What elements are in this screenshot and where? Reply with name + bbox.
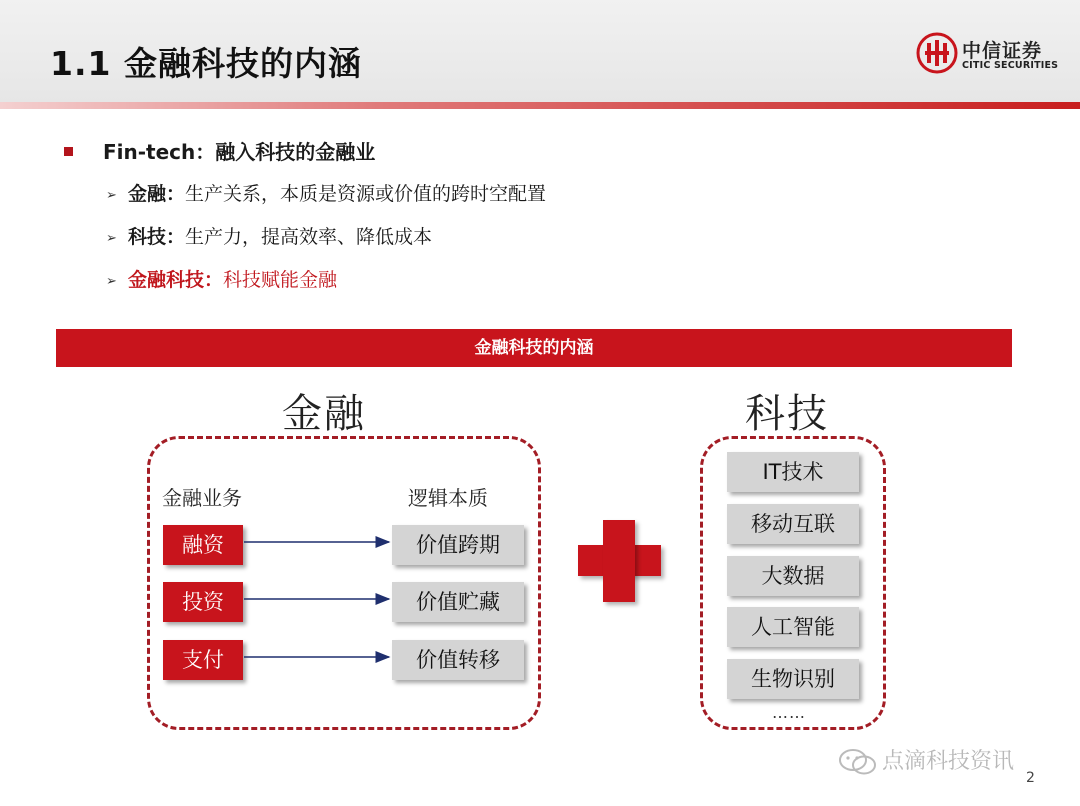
square-bullet-icon (64, 147, 73, 156)
logo-name: 中信证券 (962, 40, 1043, 62)
business-item: 投资 (163, 582, 243, 622)
sub-bullet-finance (106, 179, 546, 206)
tech-more-ellipsis: …… (772, 703, 806, 722)
tech-item: 人工智能 (727, 607, 859, 647)
sub-bullet-text: 生产力，提高效率、降低成本 (185, 226, 433, 248)
page-title: 1.1 金融科技的内涵 (50, 44, 362, 83)
sub-bullet-tech (106, 222, 432, 249)
tech-item: 移动互联 (727, 504, 859, 544)
business-column-header: 金融业务 (162, 486, 242, 510)
page-number: 2 (1026, 770, 1035, 786)
wechat-icon (838, 747, 878, 777)
arrow-bullet-icon: ➢ (106, 187, 117, 203)
citic-emblem-icon (916, 32, 958, 74)
business-item: 融资 (163, 525, 243, 565)
essence-column-header: 逻辑本质 (408, 486, 488, 510)
finance-heading: 金融 (282, 391, 366, 437)
essence-item: 价值转移 (392, 640, 524, 680)
essence-item: 价值跨期 (392, 525, 524, 565)
essence-item: 价值贮藏 (392, 582, 524, 622)
arrow-bullet-icon: ➢ (106, 273, 117, 289)
tech-item: 大数据 (727, 556, 859, 596)
wechat-watermark (838, 744, 1014, 777)
sub-bullet-lead: 金融科技： (128, 269, 224, 291)
citic-logo (914, 32, 1064, 76)
main-bullet-text: Fin-tech：融入科技的金融业 (103, 140, 376, 164)
tech-item: 生物识别 (727, 659, 859, 699)
slide-header (0, 0, 1080, 104)
header-divider-bar (0, 102, 1080, 109)
sub-bullet-fintech (106, 265, 337, 292)
tech-item: IT技术 (727, 452, 859, 492)
main-bullet (64, 136, 375, 165)
tech-heading: 科技 (745, 391, 829, 437)
sub-bullet-lead: 金融： (128, 183, 186, 205)
sub-bullet-lead: 科技： (128, 226, 186, 248)
sub-bullet-text: 科技赋能金融 (223, 269, 338, 291)
arrow-bullet-icon: ➢ (106, 230, 117, 246)
logo-english-name: CITIC SECURITIES (962, 60, 1059, 71)
business-item: 支付 (163, 640, 243, 680)
sub-bullet-text: 生产关系，本质是资源或价值的跨时空配置 (185, 183, 547, 205)
section-banner: 金融科技的内涵 (56, 329, 1012, 367)
watermark-text: 点滴科技资讯 (882, 749, 1015, 774)
